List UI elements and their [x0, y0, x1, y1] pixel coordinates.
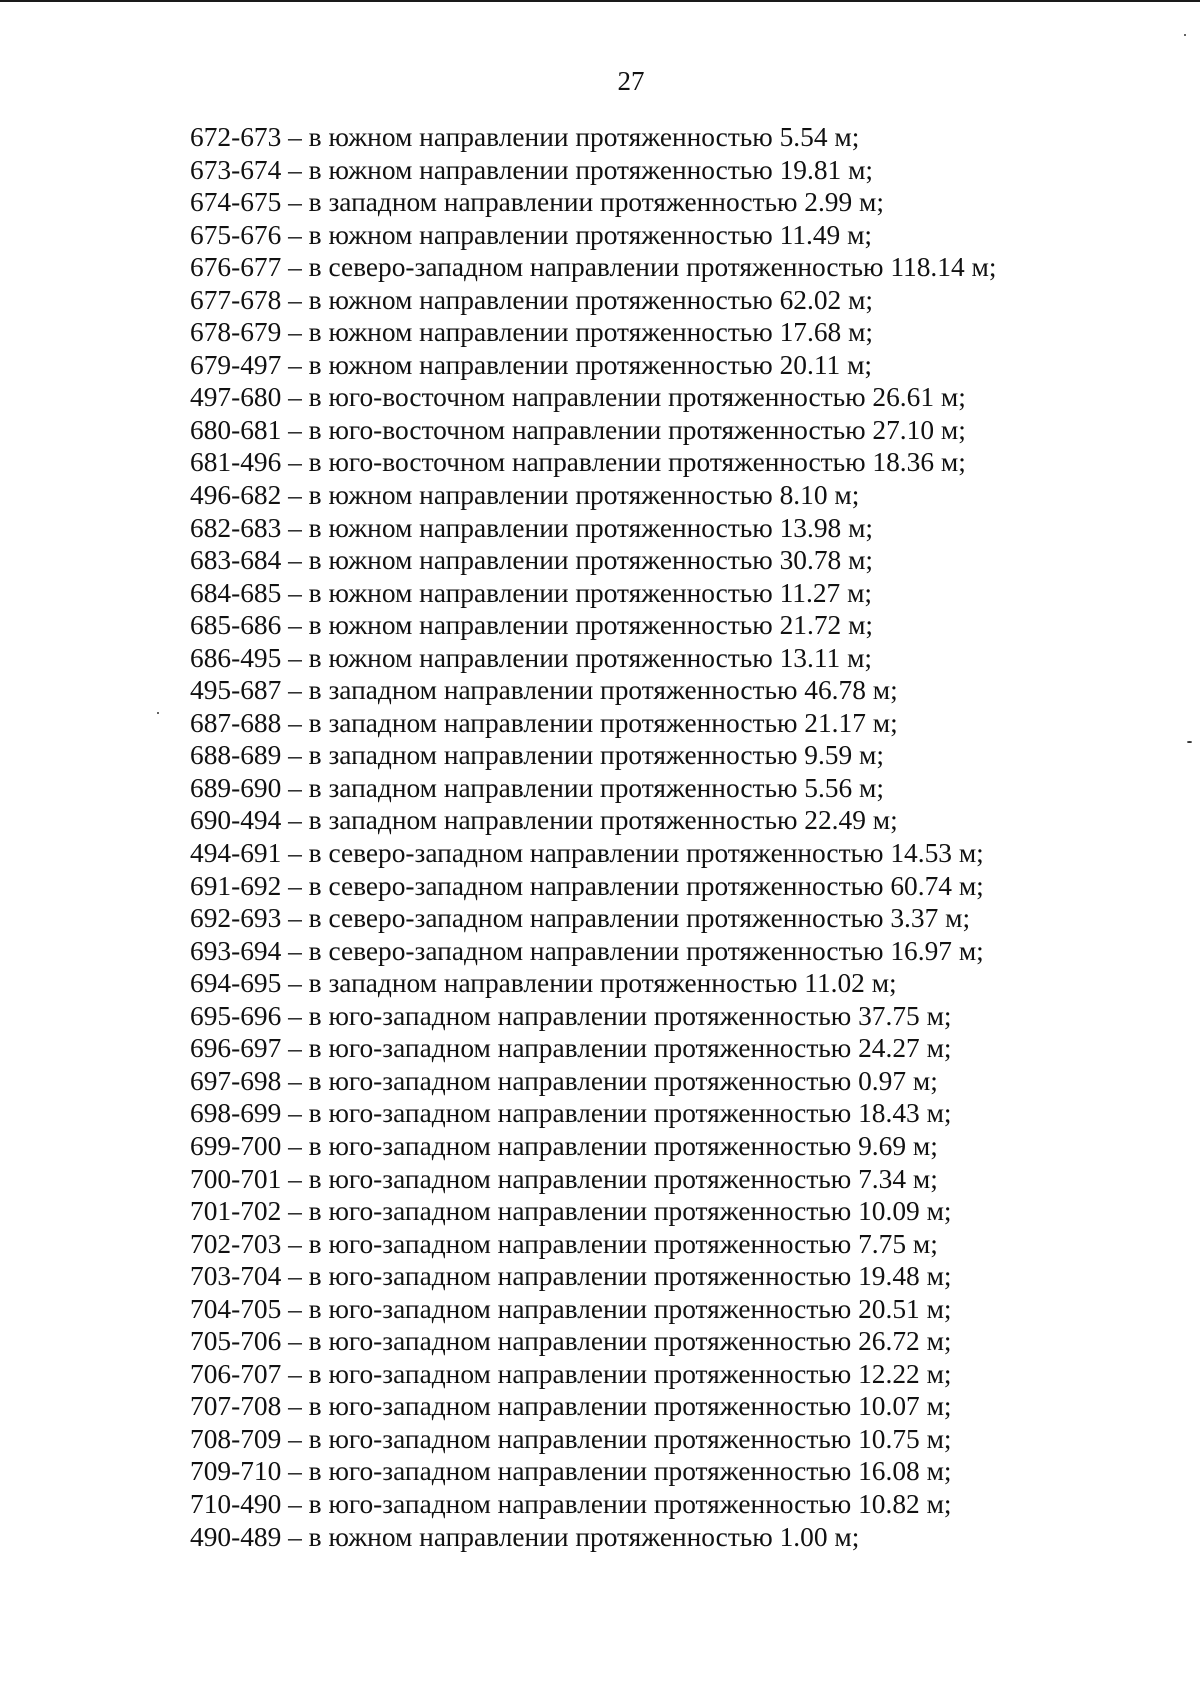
- boundary-segment-line: 694-695 – в западном направлении протяженностью 11.02 м;: [190, 968, 897, 999]
- boundary-segment-line: 707-708 – в юго-западном направлении протяженностью 10.07 м;: [190, 1391, 952, 1422]
- boundary-segment-line: 690-494 – в западном направлении протяженностью 22.49 м;: [190, 805, 898, 836]
- boundary-segment-line: 673-674 – в южном направлении протяженностью 19.81 м;: [190, 154, 874, 185]
- scan-speck: [157, 712, 159, 714]
- boundary-segment-line: 703-704 – в юго-западном направлении протяженностью 19.48 м;: [190, 1261, 952, 1292]
- boundary-segment-line: 495-687 – в западном направлении протяженностью 46.78 м;: [190, 675, 898, 706]
- boundary-segment-line: 672-673 – в южном направлении протяженностью 5.54 м;: [190, 122, 860, 152]
- boundary-description-list: [190, 121, 996, 1553]
- boundary-segment-line: 686-495 – в южном направлении протяженностью 13.11 м;: [190, 642, 873, 673]
- boundary-segment-line: 696-697 – в юго-западном направлении протяженностью 24.27 м;: [190, 1033, 952, 1064]
- boundary-segment-line: 692-693 – в северо-западном направлении протяженностью 3.37 м;: [190, 903, 971, 934]
- boundary-segment-line: 496-682 – в южном направлении протяженностью 8.10 м;: [190, 480, 860, 511]
- boundary-segment-line: 695-696 – в юго-западном направлении протяженностью 37.75 м;: [190, 1000, 952, 1031]
- boundary-segment-line: 704-705 – в юго-западном направлении протяженностью 20.51 м;: [190, 1293, 952, 1324]
- boundary-segment-line: 705-706 – в юго-западном направлении протяженностью 26.72 м;: [190, 1326, 952, 1357]
- scan-speck: [1184, 34, 1186, 36]
- boundary-segment-line: 689-690 – в западном направлении протяженностью 5.56 м;: [190, 772, 884, 803]
- boundary-segment-line: 674-675 – в западном направлении протяженностью 2.99 м;: [190, 187, 884, 218]
- boundary-segment-line: 680-681 – в юго-восточном направлении протяженностью 27.10 м;: [190, 414, 966, 445]
- boundary-segment-line: 685-686 – в южном направлении протяженностью 21.72 м;: [190, 610, 874, 641]
- boundary-segment-line: 494-691 – в северо-западном направлении протяженностью 14.53 м;: [190, 838, 984, 869]
- boundary-segment-line: 684-685 – в южном направлении протяженностью 11.27 м;: [190, 577, 873, 608]
- boundary-segment-line: 681-496 – в юго-восточном направлении протяженностью 18.36 м;: [190, 447, 966, 478]
- boundary-segment-line: 706-707 – в юго-западном направлении протяженностью 12.22 м;: [190, 1358, 952, 1389]
- boundary-segment-line: 699-700 – в юго-западном направлении протяженностью 9.69 м;: [190, 1130, 938, 1161]
- boundary-segment-line: 497-680 – в юго-восточном направлении протяженностью 26.61 м;: [190, 382, 966, 413]
- boundary-segment-line: 701-702 – в юго-западном направлении протяженностью 10.09 м;: [190, 1196, 952, 1227]
- boundary-segment-line: 676-677 – в северо-западном направлении протяженностью 118.14 м;: [190, 252, 997, 283]
- boundary-segment-line: 687-688 – в западном направлении протяженностью 21.17 м;: [190, 707, 898, 738]
- boundary-segment-line: 677-678 – в южном направлении протяженностью 62.02 м;: [190, 284, 874, 315]
- boundary-segment-line: 702-703 – в юго-западном направлении протяженностью 7.75 м;: [190, 1228, 938, 1259]
- boundary-segment-line: 682-683 – в южном направлении протяженностью 13.98 м;: [190, 512, 874, 543]
- boundary-segment-line: 691-692 – в северо-западном направлении протяженностью 60.74 м;: [190, 870, 984, 901]
- boundary-segment-line: 688-689 – в западном направлении протяженностью 9.59 м;: [190, 740, 884, 771]
- boundary-segment-line: 700-701 – в юго-западном направлении протяженностью 7.34 м;: [190, 1163, 938, 1194]
- boundary-segment-line: 708-709 – в юго-западном направлении протяженностью 10.75 м;: [190, 1423, 952, 1454]
- boundary-segment-line: 710-490 – в юго-западном направлении протяженностью 10.82 м;: [190, 1488, 952, 1519]
- boundary-segment-line: 693-694 – в северо-западном направлении протяженностью 16.97 м;: [190, 935, 984, 966]
- boundary-segment-line: 679-497 – в южном направлении протяженностью 20.11 м;: [190, 349, 873, 380]
- page-number: 27: [617, 66, 645, 96]
- boundary-segment-line: 698-699 – в юго-западном направлении протяженностью 18.43 м;: [190, 1098, 952, 1129]
- boundary-segment-line: 697-698 – в юго-западном направлении протяженностью 0.97 м;: [190, 1065, 938, 1096]
- boundary-segment-line: 675-676 – в южном направлении протяженностью 11.49 м;: [190, 219, 873, 250]
- scan-speck: [1187, 741, 1192, 743]
- boundary-segment-line: 490-489 – в южном направлении протяженностью 1.00 м;: [190, 1521, 860, 1552]
- scan-top-edge: [0, 0, 1200, 2]
- boundary-segment-line: 678-679 – в южном направлении протяженностью 17.68 м;: [190, 317, 874, 348]
- boundary-segment-line: 683-684 – в южном направлении протяженностью 30.78 м;: [190, 545, 874, 576]
- boundary-segment-line: 709-710 – в юго-западном направлении протяженностью 16.08 м;: [190, 1456, 952, 1487]
